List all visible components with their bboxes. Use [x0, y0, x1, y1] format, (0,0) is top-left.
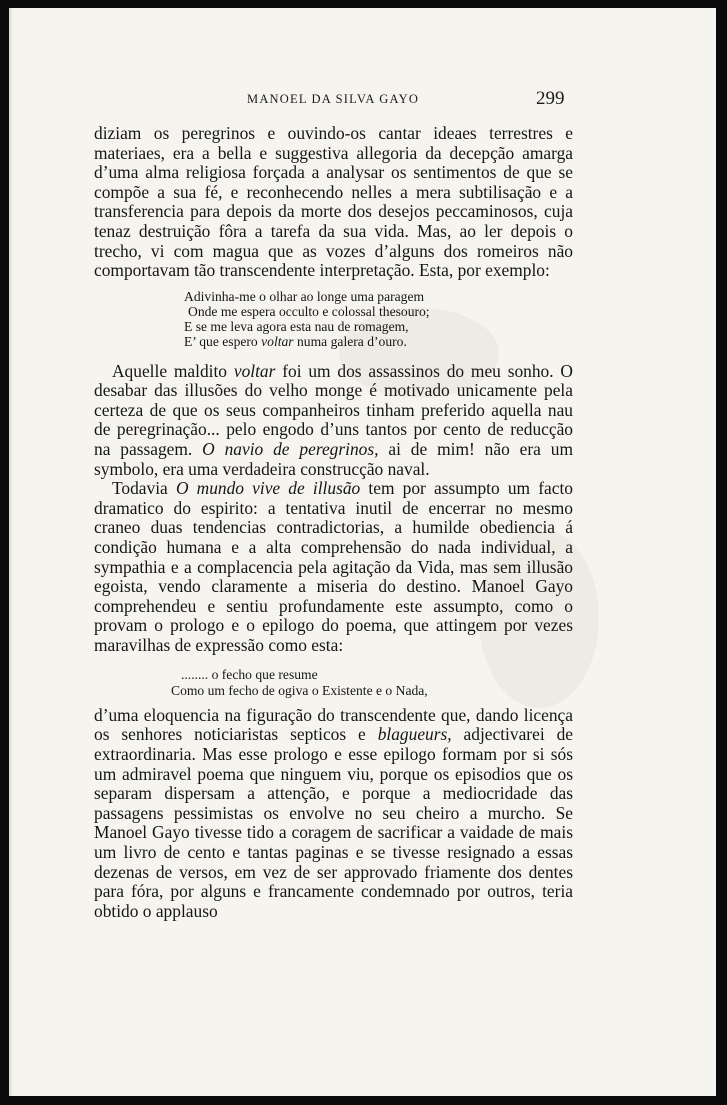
text-run: Todavia — [112, 478, 176, 499]
italic-run: voltar — [261, 334, 294, 350]
text-run: Aquelle maldito — [112, 360, 234, 381]
italic-run: O navio de peregrinos, — [202, 438, 379, 459]
verse-quote — [94, 667, 573, 697]
text-run: adjectivarei de extraordinaria. Mas esse prologo e esse epilogo formam por si sós um admiravel poema que ninguem viu, porque os episodios que os separam dispersam a attenção, e porque a mediocridade das passagens pessimistas os envolve no seu cheiro a murcho. Se Manoel Gayo tivesse tido a coragem de sacrificar a vaidade de mais um livro de cento e tantas paginas e se tivesse resignado a essas dezenas de versos, em vez de ser approvado friamente dos dentes para fóra, por alguns e francamente condemnado por outros, teria obtido o applauso — [94, 724, 573, 921]
paragraph — [94, 706, 573, 922]
verse-line: ........ o fecho que resume — [181, 667, 318, 683]
running-title: MANOEL DA SILVA GAYO — [247, 92, 420, 106]
verse-quote — [94, 289, 573, 350]
text-run: foi um dos assassinos do meu sonho. O desabar das illusões do velho monge é motivado unicamente pela certeza de que os seus companheiros tinham preferido aquella nau de peregrinação... pelo engodo d’uns tantos por cento de reducção na passagem. — [94, 360, 573, 459]
verse-line: E’ que espero voltar numa galera d’ouro. — [184, 334, 407, 350]
verse-line: Como um fecho de ogiva o Existente e o Nada, — [171, 682, 428, 698]
italic-run: blagueurs, — [377, 724, 452, 745]
paragraph — [94, 479, 573, 655]
italic-run: O mundo vive de illusão — [175, 478, 361, 499]
page-number: 299 — [536, 88, 565, 109]
text-run: d’uma eloquencia na figuração do transcendente que, dando licença os senhores noticiaristas septicos e — [94, 704, 573, 745]
verse-line: Adivinha-me o olhar ao longe uma paragem — [184, 288, 425, 304]
text-run: ai de mim! não era um symbolo, era uma verdadeira construcção naval. — [94, 438, 573, 479]
scan-edge — [9, 8, 13, 1096]
body-text — [94, 124, 573, 921]
book-page — [9, 8, 716, 1096]
paragraph: diziam os peregrinos e ouvindo-os cantar ideaes terrestres e materiaes, era a bella e suggestiva allegoria da decepção amarga d’uma alma religiosa forçada a analysar os sentimentos de que se compõe a sua fé, e reconhecendo nelles a mera subtilisação e a transferencia para depois da morte dos desejos peccaminosos, cuja tenaz destruição fôra a tarefa da sua vida. Mas, ao ler depois o trecho, vi com magua que as vozes d’alguns dos romeiros não comportavam tão transcendente interpretação. Esta, por exemplo: — [94, 123, 573, 281]
italic-run: voltar — [233, 360, 276, 381]
verse-line: Onde me espera occulto e colossal thesouro; — [188, 303, 430, 319]
text-run: tem por assumpto um facto dramatico do espirito: a tentativa inutil de encerrar no mesmo craneo duas tendencias contradictorias, a humilde obediencia á condição humana e a alta comprehensão do nada individual, a sympathia e a complacencia pela agitação da Vida, mas sem illusão egoista, vendo claramente a miseria do destino. Manoel Gayo comprehendeu e sentiu profundamente este assumpto, como o provam o prologo e o epilogo do poema, que attingem por vezes maravilhas de expressão como esta: — [94, 478, 573, 655]
page-header — [9, 88, 716, 110]
verse-line: E se me leva agora esta nau de romagem, — [184, 319, 409, 335]
paragraph — [94, 362, 573, 480]
